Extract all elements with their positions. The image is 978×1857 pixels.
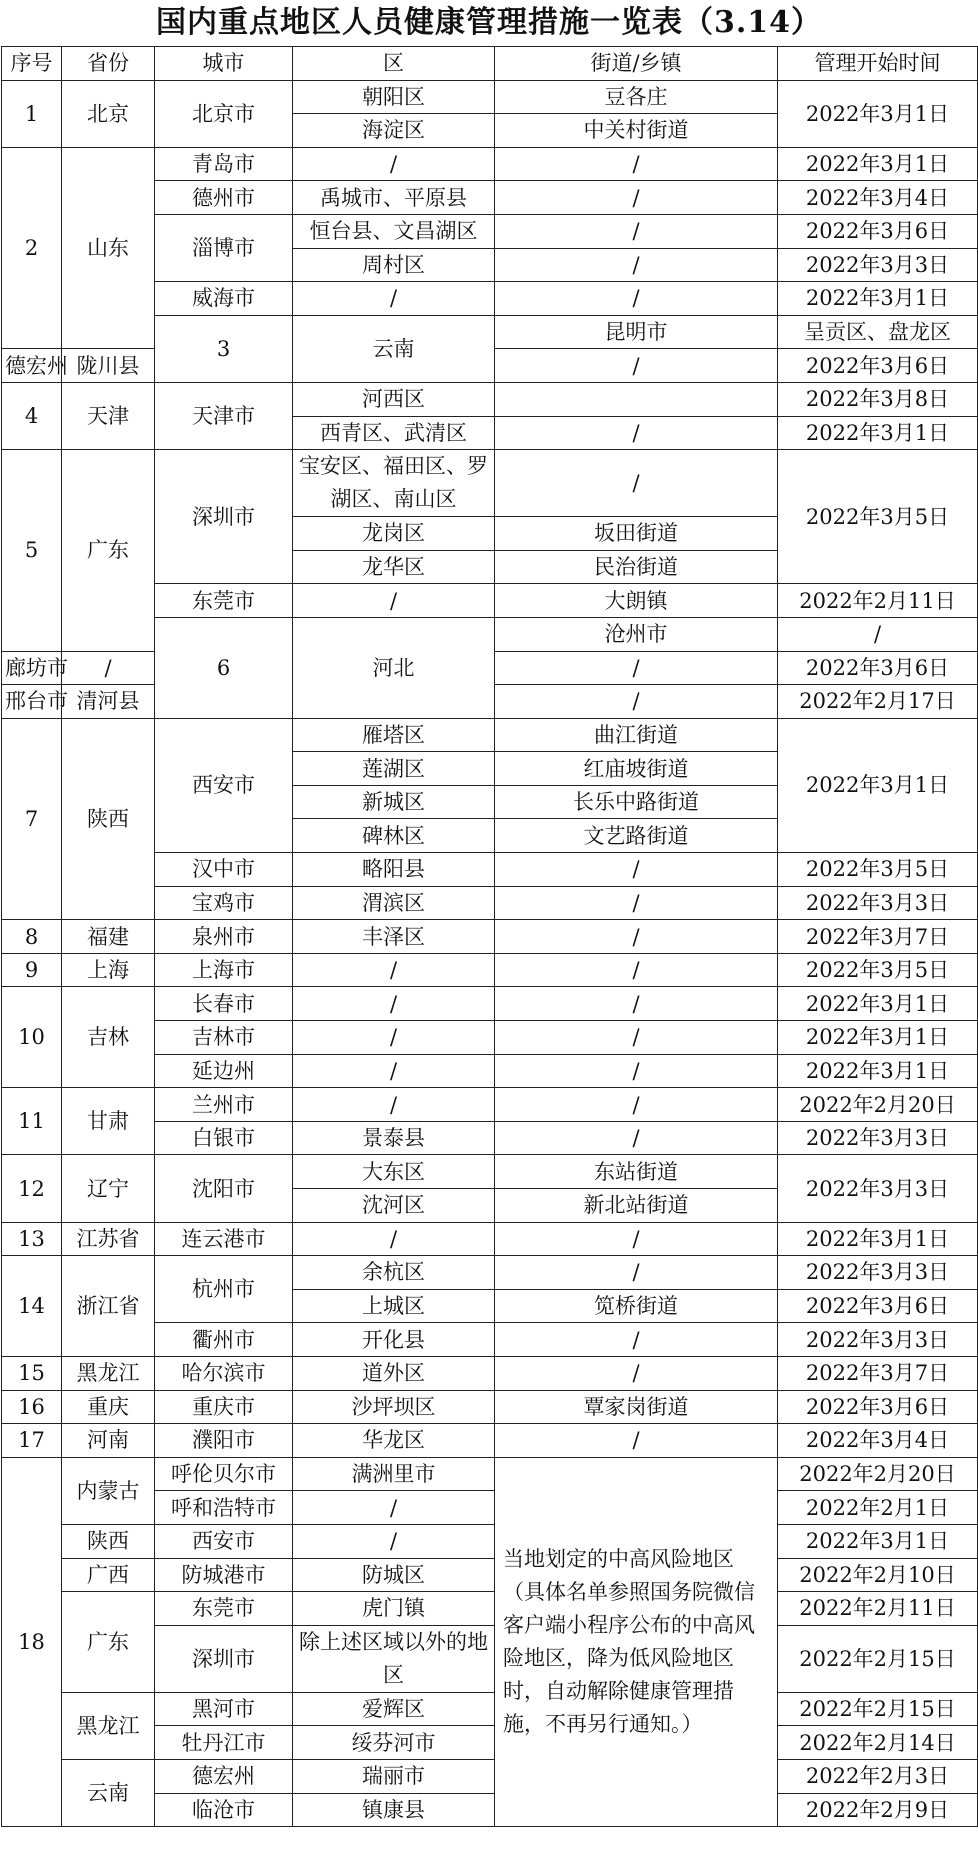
table-cell: 朝阳区: [293, 80, 495, 114]
table-row: [2, 1356, 978, 1390]
table-cell: 黑龙江: [62, 1356, 155, 1390]
table-cell: 2022年3月1日: [778, 1524, 978, 1558]
table-cell: /: [778, 617, 978, 651]
table-cell: 辽宁: [62, 1155, 155, 1222]
header-province: 省份: [62, 47, 155, 81]
table-cell: 2022年3月6日: [778, 214, 978, 248]
table-cell: 西青区、武清区: [293, 416, 495, 450]
table-cell: 广东: [62, 1592, 155, 1693]
table-row: [2, 80, 978, 114]
table-cell: 2022年3月1日: [778, 80, 978, 147]
table-row: [2, 1692, 978, 1726]
table-cell: 2022年2月14日: [778, 1726, 978, 1760]
table-cell: 哈尔滨市: [155, 1356, 293, 1390]
table-cell: 笕桥街道: [495, 1289, 778, 1323]
table-cell: 泉州市: [155, 920, 293, 954]
table-cell: 除上述区域以外的地区: [293, 1625, 495, 1692]
table-cell: 黑河市: [155, 1692, 293, 1726]
table-cell: 2022年3月6日: [778, 1390, 978, 1424]
table-cell: 吉林市: [155, 1021, 293, 1055]
table-cell: /: [495, 953, 778, 987]
table-cell: 瑞丽市: [293, 1759, 495, 1793]
table-cell: 龙岗区: [293, 517, 495, 551]
table-cell: /: [495, 450, 778, 517]
table-cell: 曲江街道: [495, 718, 778, 752]
table-cell: 天津市: [155, 382, 293, 449]
table-cell: 沈河区: [293, 1189, 495, 1223]
table-cell: 11: [2, 1088, 62, 1155]
header-city: 城市: [155, 47, 293, 81]
table-cell: 呼伦贝尔市: [155, 1457, 293, 1491]
table-cell: 2022年3月7日: [778, 1356, 978, 1390]
table-cell: 2022年3月5日: [778, 853, 978, 887]
table-cell: 2022年3月5日: [778, 953, 978, 987]
table-cell: 余杭区: [293, 1256, 495, 1290]
table-cell: 东莞市: [155, 1592, 293, 1626]
table-cell: 2022年3月1日: [778, 147, 978, 181]
table-cell: 6: [155, 617, 293, 718]
table-cell: 陕西: [62, 718, 155, 920]
table-cell: /: [495, 1256, 778, 1290]
table-cell: 12: [2, 1155, 62, 1222]
table-row: [2, 987, 978, 1021]
table-cell: 禹城市、平原县: [293, 181, 495, 215]
table-cell: /: [495, 416, 778, 450]
table-cell: 昆明市: [495, 315, 778, 349]
table-cell: 8: [2, 920, 62, 954]
table-cell: /: [293, 1222, 495, 1256]
health-management-table: [1, 46, 978, 1827]
table-cell: /: [495, 1088, 778, 1122]
table-cell: 白银市: [155, 1121, 293, 1155]
table-cell: 上城区: [293, 1289, 495, 1323]
table-cell: /: [495, 147, 778, 181]
table-cell: 深圳市: [155, 450, 293, 584]
table-cell: 重庆市: [155, 1390, 293, 1424]
table-cell: 吉林: [62, 987, 155, 1088]
table-cell: 淄博市: [155, 214, 293, 281]
table-cell: 2022年3月3日: [778, 886, 978, 920]
table-cell: 北京: [62, 80, 155, 147]
table-cell: 陕西: [62, 1524, 155, 1558]
table-cell: 连云港市: [155, 1222, 293, 1256]
table-cell: 略阳县: [293, 853, 495, 887]
table-cell: 雁塔区: [293, 718, 495, 752]
table-cell: 覃家岗街道: [495, 1390, 778, 1424]
table-cell: 深圳市: [155, 1625, 293, 1692]
table-cell: /: [495, 349, 778, 383]
table-cell: 道外区: [293, 1356, 495, 1390]
table-cell: 西安市: [155, 1524, 293, 1558]
table-cell: 河西区: [293, 382, 495, 416]
table-cell: /: [495, 1054, 778, 1088]
table-cell: /: [495, 214, 778, 248]
table-cell: 濮阳市: [155, 1424, 293, 1458]
table-cell: 2022年2月15日: [778, 1692, 978, 1726]
table-cell: 2022年3月3日: [778, 1121, 978, 1155]
table-cell: 2022年2月20日: [778, 1457, 978, 1491]
table-cell: 重庆: [62, 1390, 155, 1424]
table-cell: 镇康县: [293, 1793, 495, 1827]
table-cell: 2022年3月6日: [778, 1289, 978, 1323]
table-cell: 开化县: [293, 1323, 495, 1357]
table-cell: 天津: [62, 382, 155, 449]
table-cell: 东莞市: [155, 584, 293, 618]
header-index: 序号: [2, 47, 62, 81]
table-cell: 德宏州: [155, 1759, 293, 1793]
table-cell: 内蒙古: [62, 1457, 155, 1524]
table-cell: 坂田街道: [495, 517, 778, 551]
table-cell: /: [293, 1088, 495, 1122]
table-cell: 德宏州: [2, 349, 62, 383]
table-cell: 长乐中路街道: [495, 785, 778, 819]
table-cell: 华龙区: [293, 1424, 495, 1458]
table-cell: 上海: [62, 953, 155, 987]
table-cell: 大朗镇: [495, 584, 778, 618]
table-cell: 2022年3月4日: [778, 1424, 978, 1458]
table-cell: /: [293, 584, 495, 618]
table-cell: 广东: [62, 450, 155, 651]
table-cell: /: [495, 282, 778, 316]
table-cell: /: [293, 987, 495, 1021]
table-cell: /: [495, 1356, 778, 1390]
table-cell: /: [495, 685, 778, 719]
table-cell: 广西: [62, 1558, 155, 1592]
table-row: [2, 1390, 978, 1424]
table-cell: 廊坊市: [2, 651, 62, 685]
table-row: [2, 718, 978, 752]
table-row: [2, 1558, 978, 1592]
table-cell: 临沧市: [155, 1793, 293, 1827]
table-cell: /: [495, 181, 778, 215]
table-cell: 2022年3月3日: [778, 1155, 978, 1222]
table-cell: 长春市: [155, 987, 293, 1021]
table-cell: 1: [2, 80, 62, 147]
table-cell: 江苏省: [62, 1222, 155, 1256]
table-cell: /: [495, 1424, 778, 1458]
table-cell: 沧州市: [495, 617, 778, 651]
table-row: [2, 1759, 978, 1793]
table-cell: 威海市: [155, 282, 293, 316]
table-cell: /: [495, 1121, 778, 1155]
table-header-row: [2, 47, 978, 81]
table-row: [2, 1256, 978, 1290]
table-cell: /: [495, 853, 778, 887]
table-cell: 2022年2月1日: [778, 1491, 978, 1525]
table-cell: 丰泽区: [293, 920, 495, 954]
table-cell: 上海市: [155, 953, 293, 987]
table-cell: /: [495, 651, 778, 685]
table-cell: 2022年3月3日: [778, 1323, 978, 1357]
table-cell: 16: [2, 1390, 62, 1424]
table-cell: 宝鸡市: [155, 886, 293, 920]
table-cell: 杭州市: [155, 1256, 293, 1323]
table-cell: 青岛市: [155, 147, 293, 181]
table-cell: 2022年3月1日: [778, 1222, 978, 1256]
table-row: [2, 1088, 978, 1122]
table-cell: 14: [2, 1256, 62, 1357]
table-cell: 呼和浩特市: [155, 1491, 293, 1525]
table-cell: 爱辉区: [293, 1692, 495, 1726]
table-cell: 2022年2月15日: [778, 1625, 978, 1692]
table-cell: 2022年3月1日: [778, 1054, 978, 1088]
table-cell: 2022年2月17日: [778, 685, 978, 719]
risk-area-note-cell: 当地划定的中高风险地区（具体名单参照国务院微信客户端小程序公布的中高风险地区，降为低风险地区时，自动解除健康管理措施，不再另行通知。）: [495, 1457, 778, 1826]
table-cell: 满洲里市: [293, 1457, 495, 1491]
table-cell: [495, 382, 778, 416]
table-cell: 汉中市: [155, 853, 293, 887]
table-cell: 2022年3月1日: [778, 718, 978, 852]
table-cell: 福建: [62, 920, 155, 954]
table-cell: 2022年3月6日: [778, 349, 978, 383]
table-cell: 新城区: [293, 785, 495, 819]
table-cell: 2: [2, 147, 62, 349]
table-cell: 2022年3月3日: [778, 1256, 978, 1290]
table-cell: /: [495, 886, 778, 920]
table-cell: 红庙坡街道: [495, 752, 778, 786]
table-cell: 2022年3月1日: [778, 282, 978, 316]
table-cell: 山东: [62, 147, 155, 349]
table-cell: /: [293, 1524, 495, 1558]
header-start-date: 管理开始时间: [778, 47, 978, 81]
table-cell: 3: [155, 315, 293, 382]
table-cell: 陇川县: [62, 349, 155, 383]
table-cell: 呈贡区、盘龙区: [778, 315, 978, 349]
table-cell: 2022年3月1日: [778, 987, 978, 1021]
table-row: [2, 920, 978, 954]
table-cell: /: [62, 651, 155, 685]
table-cell: 15: [2, 1356, 62, 1390]
table-cell: 云南: [62, 1759, 155, 1826]
table-cell: 清河县: [62, 685, 155, 719]
table-cell: 兰州市: [155, 1088, 293, 1122]
table-cell: 中关村街道: [495, 114, 778, 148]
table-cell: /: [293, 1491, 495, 1525]
table-cell: 2022年2月11日: [778, 1592, 978, 1626]
table-cell: 2022年2月11日: [778, 584, 978, 618]
table-cell: 文艺路街道: [495, 819, 778, 853]
table-cell: 东站街道: [495, 1155, 778, 1189]
table-cell: 河北: [293, 617, 495, 718]
table-cell: /: [495, 1222, 778, 1256]
header-street-town: 街道/乡镇: [495, 47, 778, 81]
table-row: [2, 147, 978, 181]
table-cell: 2022年3月5日: [778, 450, 978, 584]
table-cell: 4: [2, 382, 62, 449]
table-cell: 10: [2, 987, 62, 1088]
table-cell: /: [495, 920, 778, 954]
table-cell: 2022年3月6日: [778, 651, 978, 685]
table-cell: /: [293, 147, 495, 181]
table-cell: 黑龙江: [62, 1692, 155, 1759]
table-cell: 18: [2, 1457, 62, 1826]
table-cell: /: [293, 953, 495, 987]
table-row: [2, 1155, 978, 1189]
header-district: 区: [293, 47, 495, 81]
table-cell: 牡丹江市: [155, 1726, 293, 1760]
table-row: [2, 1424, 978, 1458]
table-cell: 17: [2, 1424, 62, 1458]
table-cell: /: [495, 987, 778, 1021]
table-cell: 甘肃: [62, 1088, 155, 1155]
table-cell: 防城区: [293, 1558, 495, 1592]
table-cell: 莲湖区: [293, 752, 495, 786]
table-cell: 德州市: [155, 181, 293, 215]
table-cell: 海淀区: [293, 114, 495, 148]
table-cell: 邢台市: [2, 685, 62, 719]
table-cell: 13: [2, 1222, 62, 1256]
table-cell: 2022年3月1日: [778, 416, 978, 450]
table-cell: 豆各庄: [495, 80, 778, 114]
table-cell: 西安市: [155, 718, 293, 852]
table-cell: /: [495, 1021, 778, 1055]
table-cell: 9: [2, 953, 62, 987]
table-cell: 7: [2, 718, 62, 920]
table-cell: 2022年3月1日: [778, 1021, 978, 1055]
table-cell: 沙坪坝区: [293, 1390, 495, 1424]
table-row: [2, 1222, 978, 1256]
table-cell: 渭滨区: [293, 886, 495, 920]
table-row: [2, 382, 978, 416]
table-cell: 景泰县: [293, 1121, 495, 1155]
table-cell: 新北站街道: [495, 1189, 778, 1223]
table-cell: 云南: [293, 315, 495, 382]
table-cell: 2022年2月20日: [778, 1088, 978, 1122]
table-cell: /: [293, 1054, 495, 1088]
table-cell: 2022年2月10日: [778, 1558, 978, 1592]
table-row: [2, 1592, 978, 1626]
table-cell: 周村区: [293, 248, 495, 282]
table-cell: 民治街道: [495, 550, 778, 584]
table-cell: /: [495, 248, 778, 282]
document-title: 国内重点地区人员健康管理措施一览表（3.14）: [155, 5, 823, 40]
table-cell: 浙江省: [62, 1256, 155, 1357]
table-cell: /: [293, 1021, 495, 1055]
table-cell: /: [293, 282, 495, 316]
table-cell: 沈阳市: [155, 1155, 293, 1222]
table-cell: 衢州市: [155, 1323, 293, 1357]
table-cell: 2022年3月8日: [778, 382, 978, 416]
table-cell: 2022年2月9日: [778, 1793, 978, 1827]
table-cell: 2022年3月4日: [778, 181, 978, 215]
table-cell: 5: [2, 450, 62, 651]
table-row: [2, 1457, 978, 1491]
table-row: [2, 953, 978, 987]
table-cell: 宝安区、福田区、罗湖区、南山区: [293, 450, 495, 517]
table-cell: 恒台县、文昌湖区: [293, 214, 495, 248]
table-cell: 2022年3月3日: [778, 248, 978, 282]
table-cell: 北京市: [155, 80, 293, 147]
table-cell: 碑林区: [293, 819, 495, 853]
table-cell: 大东区: [293, 1155, 495, 1189]
table-cell: 延边州: [155, 1054, 293, 1088]
table-row: [2, 1524, 978, 1558]
table-cell: /: [495, 1323, 778, 1357]
table-cell: 2022年2月3日: [778, 1759, 978, 1793]
table-cell: 2022年3月7日: [778, 920, 978, 954]
table-cell: 虎门镇: [293, 1592, 495, 1626]
table-cell: 龙华区: [293, 550, 495, 584]
table-cell: 防城港市: [155, 1558, 293, 1592]
table-cell: 河南: [62, 1424, 155, 1458]
table-cell: 绥芬河市: [293, 1726, 495, 1760]
